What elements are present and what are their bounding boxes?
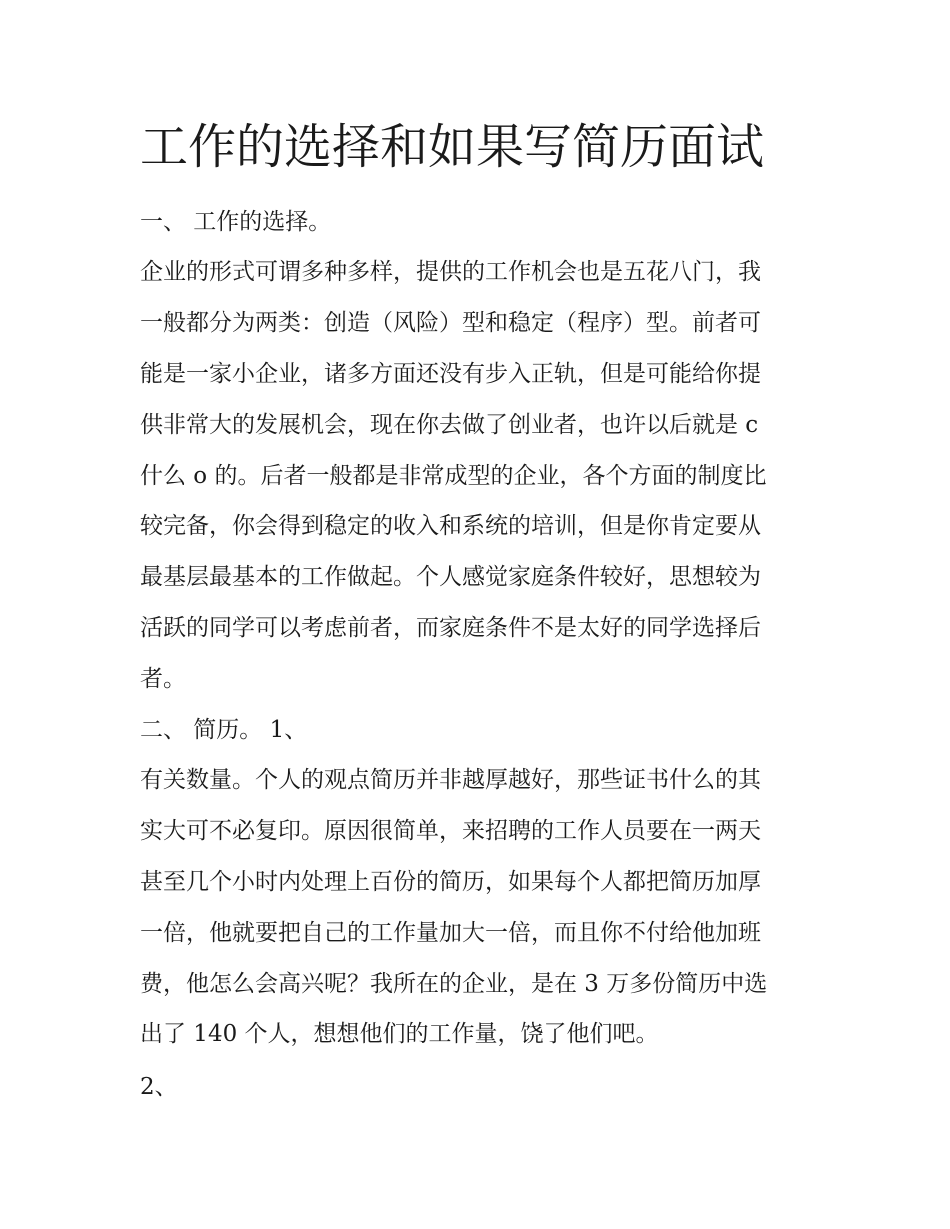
paragraph-line: 什么 o 的。后者一般都是非常成型的企业，各个方面的制度比	[140, 463, 767, 489]
paragraph-line: 者。	[140, 666, 186, 692]
list-number-2: 2、	[140, 1074, 178, 1100]
paragraph-line: 出了 140 个人，想想他们的工作量，饶了他们吧。	[140, 1021, 659, 1047]
paragraph-line: 一倍，他就要把自己的工作量加大一倍，而且你不付给他加班	[140, 920, 761, 946]
paragraph-line: 能是一家小企业，诸多方面还没有步入正轨，但是可能给你提	[140, 361, 761, 387]
page-title: 工作的选择和如果写简历面试	[140, 119, 765, 175]
paragraph-line: 甚至几个小时内处理上百份的简历，如果每个人都把简历加厚	[140, 869, 761, 895]
paragraph-line: 实大可不必复印。原因很简单，来招聘的工作人员要在一两天	[140, 818, 761, 844]
paragraph-line: 较完备，你会得到稳定的收入和系统的培训，但是你肯定要从	[140, 513, 761, 539]
paragraph-line: 费，他怎么会高兴呢？我所在的企业，是在 3 万多份简历中选	[140, 971, 768, 997]
paragraph-line: 有关数量。个人的观点简历并非越厚越好，那些证书什么的其	[140, 767, 761, 793]
paragraph-line: 最基层最基本的工作做起。个人感觉家庭条件较好，思想较为	[140, 564, 761, 590]
section-heading-job-choice: 一、 工作的选择。	[140, 209, 332, 235]
paragraph-line: 企业的形式可谓多种多样，提供的工作机会也是五花八门，我	[140, 259, 761, 285]
paragraph-line: 一般都分为两类：创造（风险）型和稳定（程序）型。前者可	[140, 310, 761, 336]
section-heading-resume: 二、 简历。 1、	[140, 717, 308, 743]
paragraph-line: 活跃的同学可以考虑前者，而家庭条件不是太好的同学选择后	[140, 615, 761, 641]
paragraph-line: 供非常大的发展机会，现在你去做了创业者，也许以后就是 c	[140, 412, 759, 438]
